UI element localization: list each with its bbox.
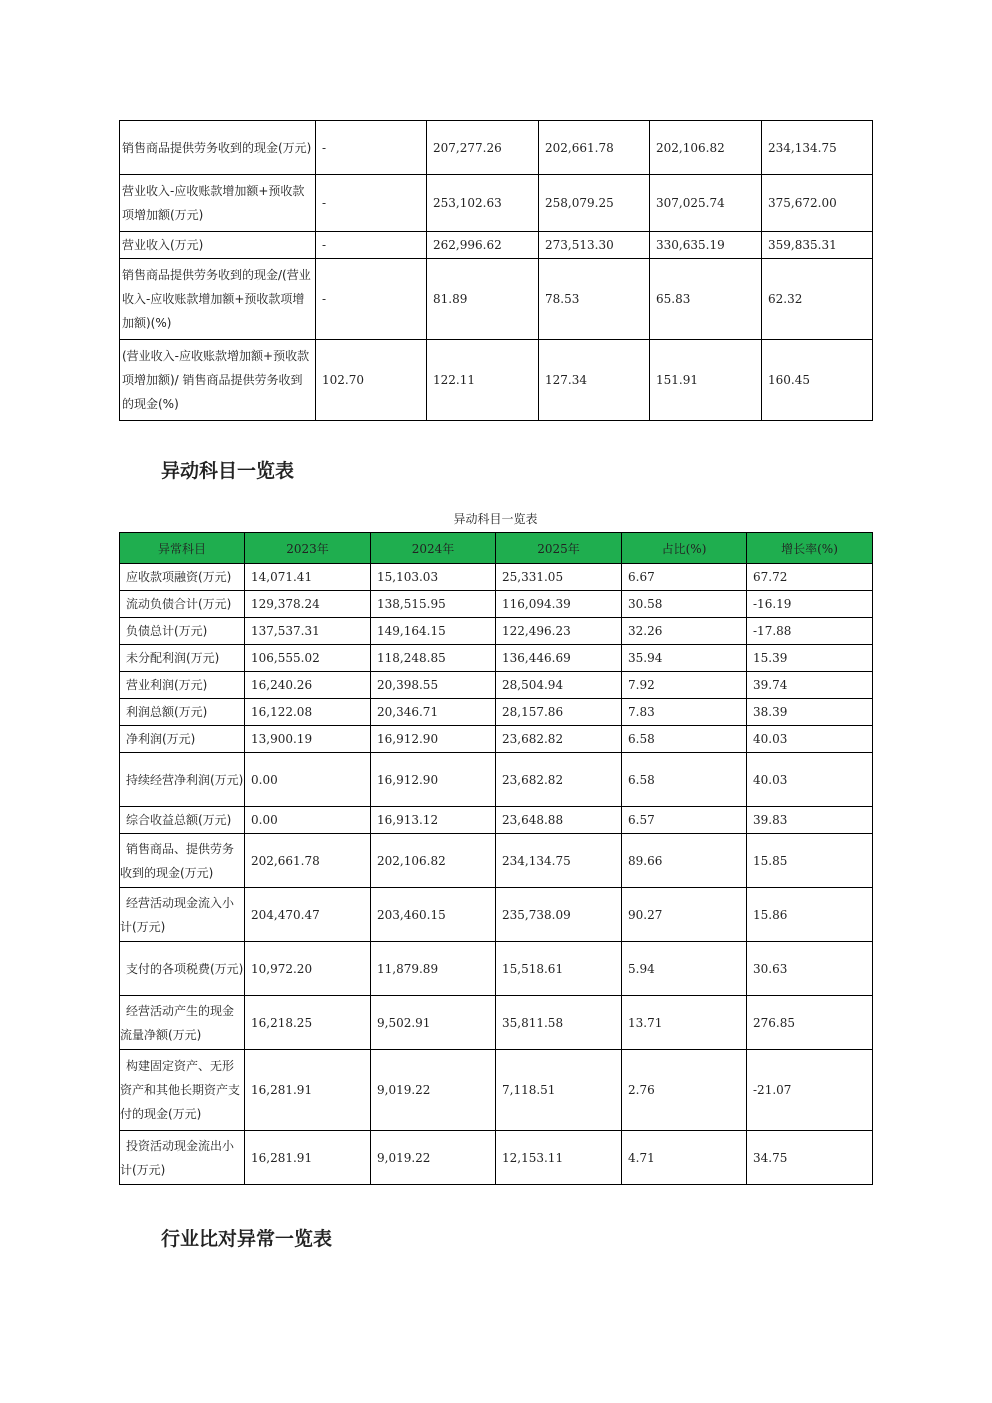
table-row bbox=[120, 888, 873, 942]
table-cell: 40.03 bbox=[747, 753, 873, 807]
table-cell: 5.94 bbox=[622, 942, 747, 996]
table-cell: 330,635.19 bbox=[650, 232, 762, 259]
table-cell: 16,122.08 bbox=[245, 699, 371, 726]
table-cell: 15.86 bbox=[747, 888, 873, 942]
table-cell: 89.66 bbox=[622, 834, 747, 888]
row-label: 销售商品、提供劳务收到的现金(万元) bbox=[120, 834, 245, 888]
table-cell: 204,470.47 bbox=[245, 888, 371, 942]
table-cell: 9,019.22 bbox=[371, 1050, 496, 1131]
table-cell: 253,102.63 bbox=[427, 175, 539, 232]
column-header: 2025年 bbox=[496, 533, 622, 564]
table-cell: 6.58 bbox=[622, 726, 747, 753]
table-cell: 118,248.85 bbox=[371, 645, 496, 672]
table-row bbox=[120, 232, 873, 259]
column-header: 2023年 bbox=[245, 533, 371, 564]
table-cell: 15.39 bbox=[747, 645, 873, 672]
table-cell: 122,496.23 bbox=[496, 618, 622, 645]
table-cell: 35,811.58 bbox=[496, 996, 622, 1050]
table-cell: 235,738.09 bbox=[496, 888, 622, 942]
table-cell: 202,106.82 bbox=[650, 121, 762, 175]
table-cell: 20,346.71 bbox=[371, 699, 496, 726]
table-cell: 12,153.11 bbox=[496, 1131, 622, 1185]
table-row bbox=[120, 340, 873, 421]
section-title-anomaly: 异动科目一览表 bbox=[161, 460, 295, 482]
table-cell: 32.26 bbox=[622, 618, 747, 645]
table-cell: 375,672.00 bbox=[762, 175, 873, 232]
table-cell: 273,513.30 bbox=[539, 232, 650, 259]
table-cell: 6.57 bbox=[622, 807, 747, 834]
table-cell: 2.76 bbox=[622, 1050, 747, 1131]
table-cell: 127.34 bbox=[539, 340, 650, 421]
table-cell: 25,331.05 bbox=[496, 564, 622, 591]
row-label: 营业利润(万元) bbox=[120, 672, 245, 699]
table-cell: 40.03 bbox=[747, 726, 873, 753]
table-cell: - bbox=[316, 121, 427, 175]
table-row bbox=[120, 645, 873, 672]
table-cell: 65.83 bbox=[650, 259, 762, 340]
table-cell: 149,164.15 bbox=[371, 618, 496, 645]
table-cell: 258,079.25 bbox=[539, 175, 650, 232]
table-cell: 137,537.31 bbox=[245, 618, 371, 645]
table-cell: 13.71 bbox=[622, 996, 747, 1050]
column-header: 2024年 bbox=[371, 533, 496, 564]
row-label: 综合收益总额(万元) bbox=[120, 807, 245, 834]
table-cell: 15,518.61 bbox=[496, 942, 622, 996]
table-cell: 4.71 bbox=[622, 1131, 747, 1185]
table-cell: -17.88 bbox=[747, 618, 873, 645]
table-row bbox=[120, 1131, 873, 1185]
table-cell: 9,502.91 bbox=[371, 996, 496, 1050]
table-cell: 34.75 bbox=[747, 1131, 873, 1185]
table-row bbox=[120, 699, 873, 726]
table-row bbox=[120, 942, 873, 996]
table-cell: 136,446.69 bbox=[496, 645, 622, 672]
table-cell: 28,504.94 bbox=[496, 672, 622, 699]
table-row bbox=[120, 753, 873, 807]
row-label: 销售商品提供劳务收到的现金/(营业收入-应收账款增加额+预收款项增加额)(%) bbox=[120, 259, 316, 340]
table-row bbox=[120, 834, 873, 888]
table-cell: 23,682.82 bbox=[496, 753, 622, 807]
section-title-industry-comparison: 行业比对异常一览表 bbox=[161, 1228, 333, 1250]
row-label: 应收款项融资(万元) bbox=[120, 564, 245, 591]
row-label: 构建固定资产、无形资产和其他长期资产支付的现金(万元) bbox=[120, 1050, 245, 1131]
table-cell: 81.89 bbox=[427, 259, 539, 340]
row-label: 持续经营净利润(万元) bbox=[120, 753, 245, 807]
row-label: 营业收入-应收账款增加额+预收款项增加额(万元) bbox=[120, 175, 316, 232]
table-cell: 151.91 bbox=[650, 340, 762, 421]
row-label: 负债总计(万元) bbox=[120, 618, 245, 645]
table-row bbox=[120, 591, 873, 618]
table-cell: 6.67 bbox=[622, 564, 747, 591]
row-label: 未分配利润(万元) bbox=[120, 645, 245, 672]
table-header-row bbox=[120, 533, 873, 564]
table-cell: 15,103.03 bbox=[371, 564, 496, 591]
table-row bbox=[120, 672, 873, 699]
table-cell: 39.83 bbox=[747, 807, 873, 834]
table-cell: 234,134.75 bbox=[762, 121, 873, 175]
table-cell: 106,555.02 bbox=[245, 645, 371, 672]
table-cell: 16,218.25 bbox=[245, 996, 371, 1050]
table-cell: 138,515.95 bbox=[371, 591, 496, 618]
table-cell: 16,912.90 bbox=[371, 753, 496, 807]
table-cell: 14,071.41 bbox=[245, 564, 371, 591]
cash-ratio-table bbox=[119, 120, 873, 421]
table-cell: 20,398.55 bbox=[371, 672, 496, 699]
row-label: 投资活动现金流出小计(万元) bbox=[120, 1131, 245, 1185]
table-cell: -21.07 bbox=[747, 1050, 873, 1131]
row-label: (营业收入-应收账款增加额+预收款项增加额)/ 销售商品提供劳务收到的现金(%) bbox=[120, 340, 316, 421]
table-cell: 67.72 bbox=[747, 564, 873, 591]
table-cell: 7.92 bbox=[622, 672, 747, 699]
table-cell: 202,106.82 bbox=[371, 834, 496, 888]
row-label: 营业收入(万元) bbox=[120, 232, 316, 259]
table-cell: 16,281.91 bbox=[245, 1131, 371, 1185]
table-cell: 202,661.78 bbox=[539, 121, 650, 175]
table-cell: 202,661.78 bbox=[245, 834, 371, 888]
table-row bbox=[120, 175, 873, 232]
table-cell: 276.85 bbox=[747, 996, 873, 1050]
table-cell: 10,972.20 bbox=[245, 942, 371, 996]
table-cell: 62.32 bbox=[762, 259, 873, 340]
table-cell: 116,094.39 bbox=[496, 591, 622, 618]
row-label: 流动负债合计(万元) bbox=[120, 591, 245, 618]
table-cell: - bbox=[316, 175, 427, 232]
table-cell: 160.45 bbox=[762, 340, 873, 421]
table-row bbox=[120, 996, 873, 1050]
table-cell: 11,879.89 bbox=[371, 942, 496, 996]
table-cell: 35.94 bbox=[622, 645, 747, 672]
table-cell: 122.11 bbox=[427, 340, 539, 421]
table-cell: 307,025.74 bbox=[650, 175, 762, 232]
table-cell: 28,157.86 bbox=[496, 699, 622, 726]
table-cell: 7,118.51 bbox=[496, 1050, 622, 1131]
table-cell: 30.58 bbox=[622, 591, 747, 618]
table-cell: 16,281.91 bbox=[245, 1050, 371, 1131]
table-cell: - bbox=[316, 232, 427, 259]
table-cell: 30.63 bbox=[747, 942, 873, 996]
table-caption: 异动科目一览表 bbox=[453, 512, 538, 526]
row-label: 利润总额(万元) bbox=[120, 699, 245, 726]
table-row bbox=[120, 259, 873, 340]
table-cell: 90.27 bbox=[622, 888, 747, 942]
table-row bbox=[120, 807, 873, 834]
table-cell: 9,019.22 bbox=[371, 1131, 496, 1185]
table-cell: 234,134.75 bbox=[496, 834, 622, 888]
table-cell: 15.85 bbox=[747, 834, 873, 888]
row-label: 经营活动现金流入小计(万元) bbox=[120, 888, 245, 942]
column-header: 占比(%) bbox=[622, 533, 747, 564]
table-cell: 6.58 bbox=[622, 753, 747, 807]
table-cell: 23,682.82 bbox=[496, 726, 622, 753]
table-cell: 207,277.26 bbox=[427, 121, 539, 175]
row-label: 经营活动产生的现金流量净额(万元) bbox=[120, 996, 245, 1050]
table-cell: 0.00 bbox=[245, 753, 371, 807]
row-label: 净利润(万元) bbox=[120, 726, 245, 753]
table-cell: 23,648.88 bbox=[496, 807, 622, 834]
table-cell: 102.70 bbox=[316, 340, 427, 421]
table-cell: 16,240.26 bbox=[245, 672, 371, 699]
table-cell: 78.53 bbox=[539, 259, 650, 340]
table-cell: 359,835.31 bbox=[762, 232, 873, 259]
anomaly-table bbox=[119, 532, 873, 1185]
table-row bbox=[120, 564, 873, 591]
table-row bbox=[120, 726, 873, 753]
table-cell: 38.39 bbox=[747, 699, 873, 726]
table-cell: 16,913.12 bbox=[371, 807, 496, 834]
table-cell: 16,912.90 bbox=[371, 726, 496, 753]
table-row bbox=[120, 1050, 873, 1131]
table-cell: 262,996.62 bbox=[427, 232, 539, 259]
row-label: 支付的各项税费(万元) bbox=[120, 942, 245, 996]
table-row bbox=[120, 618, 873, 645]
row-label: 销售商品提供劳务收到的现金(万元) bbox=[120, 121, 316, 175]
table-cell: - bbox=[316, 259, 427, 340]
table-cell: 13,900.19 bbox=[245, 726, 371, 753]
table-row bbox=[120, 121, 873, 175]
column-header: 异常科目 bbox=[120, 533, 245, 564]
table-cell: 129,378.24 bbox=[245, 591, 371, 618]
table-cell: 7.83 bbox=[622, 699, 747, 726]
table-cell: 203,460.15 bbox=[371, 888, 496, 942]
column-header: 增长率(%) bbox=[747, 533, 873, 564]
table-cell: 39.74 bbox=[747, 672, 873, 699]
table-cell: -16.19 bbox=[747, 591, 873, 618]
table-cell: 0.00 bbox=[245, 807, 371, 834]
